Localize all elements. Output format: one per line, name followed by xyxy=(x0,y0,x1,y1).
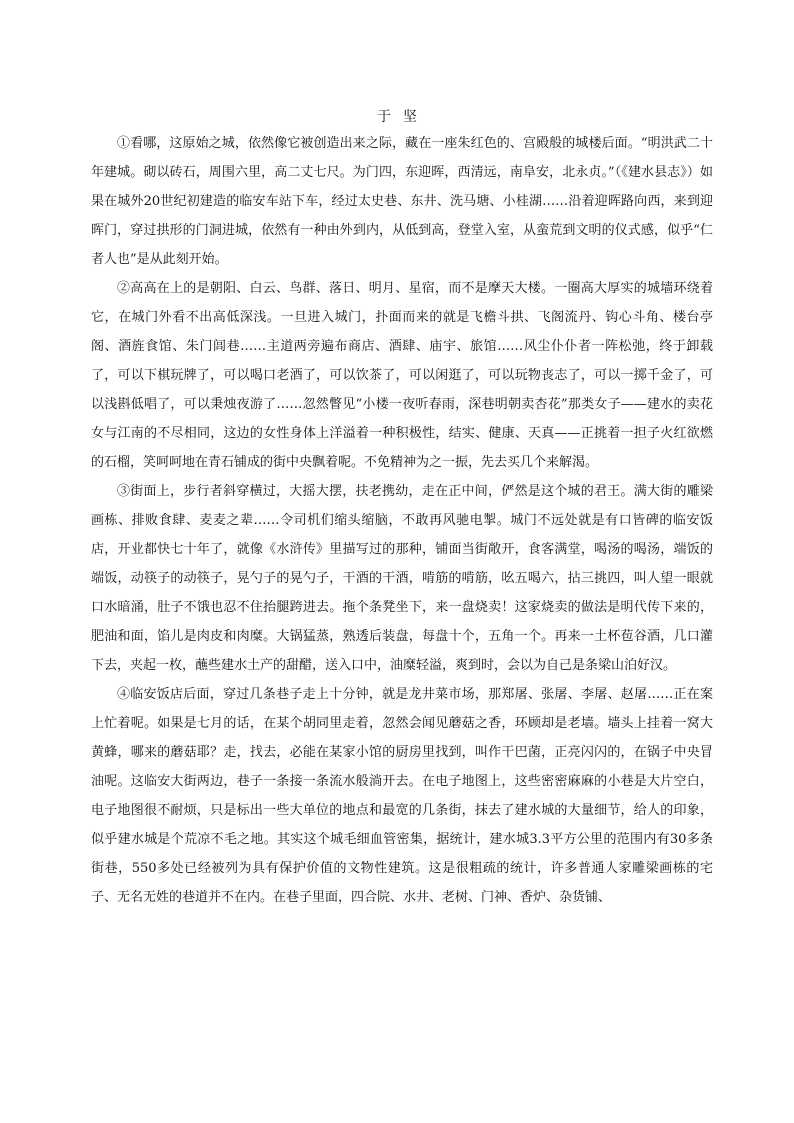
paragraph-1: ①看哪，这原始之城，依然像它被创造出来之际，藏在一座朱红色的、宫殿般的城楼后面。“明洪武二十年建城。砌以砖石，周围六里，高二丈七尺。为门四，东迎晖，西清远，南阜安，北永贞。”（《建水县志》）如果在城外20世纪初建造的临安车站下车，经过太史巷、东井、洗马塘、小桂湖……沿着迎晖路向西，来到迎晖门，穿过拱形的门洞进城，依然有一种由外到内，从低到高，登堂入室，从蛮荒到文明的仪式感，似乎“仁者人也”是从此刻开始。 xyxy=(91,136,713,267)
paragraph-2: ②高高在上的是朝阳、白云、鸟群、落日、明月、星宿，而不是摩天大楼。一圈高大厚实的城墙环绕着它，在城门外看不出高低深浅。一旦进入城门，扑面而来的就是飞檐斗拱、飞阁流丹、钩心斗角、楼台亭阁、酒旌食馆、朱门闾巷……主道两旁遍布商店、酒肆、庙宇、旅馆……风尘仆仆者一阵松弛，终于卸载了，可以下棋玩牌了，可以喝口老酒了，可以饮茶了，可以闲逛了，可以玩物丧志了，可以一掷千金了，可以浅斟低唱了，可以秉烛夜游了……忽然瞥见“小楼一夜听春雨，深巷明朝卖杏花”那类女子——建水的卖花女与江南的不尽相同，这边的女性身体上洋溢着一种积极性，结实、健康、天真——正挑着一担子火红欲燃的石榴，笑呵呵地在青石铺成的街中央飘着呢。不免精神为之一振，先去买几个来解渴。 xyxy=(91,281,713,470)
article-body xyxy=(91,129,713,912)
paragraph-3: ③街面上，步行者斜穿横过，大摇大摆，扶老携幼，走在正中间，俨然是这个城的君王。满大街的雕梁画栋、排败食肆、麦麦之辈……令司机们缩头缩脑，不敢再风驰电掣。城门不远处就是有口皆碑的临安饭店，开业都快七十年了，就像《水浒传》里描写过的那种，铺面当街敞开，食客满堂，喝汤的喝汤，端饭的端饭，动筷子的动筷子，晃勺子的晃勺子，干酒的干酒，啃筋的啃筋，吆五喝六，拈三挑四，叫人望一眼就口水暗涌，肚子不饿也忍不住抬腿跨进去。拖个条凳坐下，来一盘烧卖！这家烧卖的做法是明代传下来的，肥油和面，馅儿是肉皮和肉糜。大锅猛蒸，熟透后装盘，每盘十个，五角一个。再来一土杯苞谷酒，几口灌下去，夹起一枚，蘸些建水土产的甜醋，送入口中，油糜轻溢，爽到时，会以为自己是条梁山泊好汉。 xyxy=(91,484,713,673)
paragraph-4: ④临安饭店后面，穿过几条巷子走上十分钟，就是龙井菜市场，那郑屠、张屠、李屠、赵屠……正在案上忙着呢。如果是七月的话，在某个胡同里走着，忽然会闻见蘑菇之香，环顾却是老墙。墙头上挂着一窝大黄蜂，哪来的蘑菇耶？走，找去，必能在某家小馆的厨房里找到，叫作干巴菌，正亮闪闪的，在锅子中央冒油呢。这临安大街两边，巷子一条接一条流水般淌开去。在电子地图上，这些密密麻麻的小巷是大片空白，电子地图很不耐烦，只是标出一些大单位的地点和最宽的几条街，抹去了建水城的大量细节，给人的印象，似乎建水城是个荒凉不毛之地。其实这个城毛细血管密集，据统计，建水城3.3平方公里的范围内有30多条街巷，550多处已经被列为具有保护价值的文物性建筑。这是很粗疏的统计，许多普通人家雕梁画栋的宅子、无名无姓的巷道并不在内。在巷子里面，四合院、水井、老树、门神、香炉、杂货铺、 xyxy=(91,687,713,905)
author-name: 于坚 xyxy=(377,109,429,125)
